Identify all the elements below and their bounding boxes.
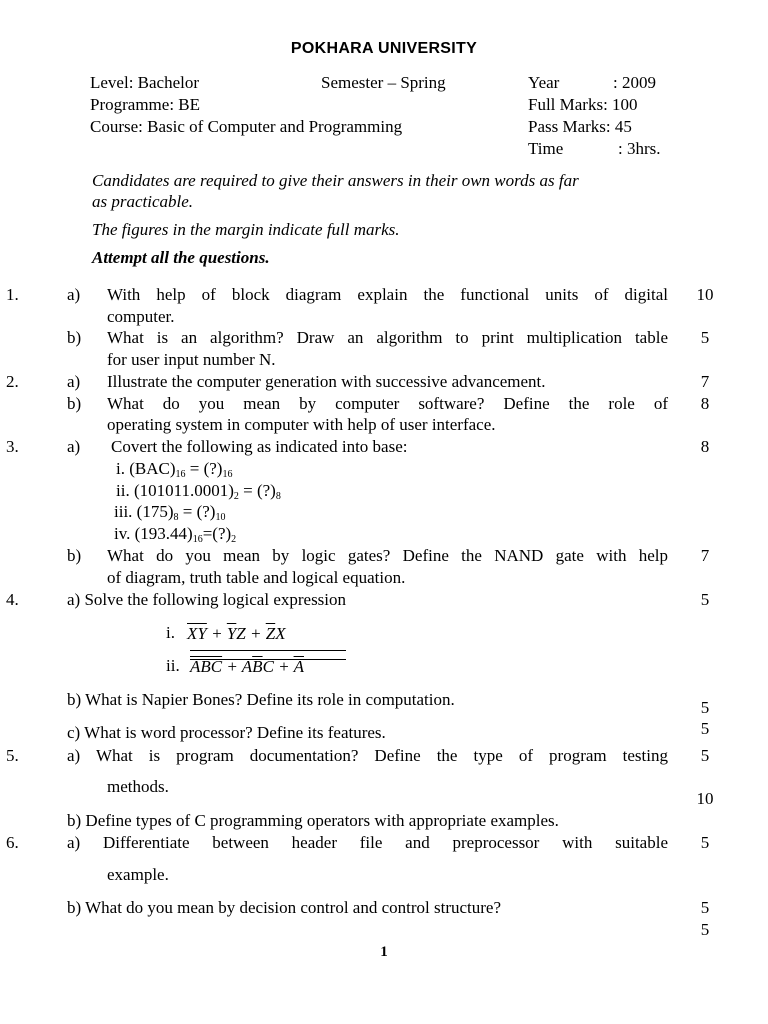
- question-text: computer.: [107, 307, 175, 326]
- university-title: POKHARA UNIVERSITY: [290, 40, 478, 57]
- question-number: 6.: [6, 833, 19, 852]
- question-text: What do you mean by computer software? Define the role of: [107, 394, 668, 413]
- question-part-label: a): [67, 285, 81, 304]
- time-value: : 3hrs.: [618, 139, 661, 158]
- course-info: Course: Basic of Computer and Programming: [90, 117, 403, 136]
- expression-label: ii.: [166, 656, 180, 675]
- question-text: a) What is program documentation? Define the type of program testing: [67, 746, 668, 765]
- question-text: example.: [107, 865, 169, 884]
- question-marks: 10: [696, 789, 714, 808]
- question-part-label: a): [67, 372, 81, 391]
- question-marks: 5: [700, 746, 710, 765]
- question-marks: 8: [700, 394, 710, 413]
- page-number: 1: [380, 944, 388, 960]
- question-part-label: b): [67, 394, 82, 413]
- question-text: What do you mean by logic gates? Define the NAND gate with help: [107, 546, 668, 565]
- question-marks: 5: [700, 898, 710, 917]
- question-text: of diagram, truth table and logical equation.: [107, 568, 406, 587]
- question-text: b) What is Napier Bones? Define its role in computation.: [67, 690, 455, 709]
- question-marks: 5: [700, 833, 710, 852]
- question-text: b) Define types of C programming operators with appropriate examples.: [67, 811, 559, 830]
- conversion-item: iv. $(193.44)_{16}=(?)_2$: [114, 524, 237, 545]
- question-text: for user input number N.: [107, 350, 276, 369]
- question-number: 1.: [6, 285, 19, 304]
- question-number: 3.: [6, 437, 19, 456]
- programme-info: Programme: BE: [90, 95, 201, 114]
- question-marks: 10: [696, 285, 714, 304]
- question-text: Covert the following as indicated into base:: [111, 437, 408, 456]
- expression-label: i.: [166, 623, 175, 642]
- question-text: a) Solve the following logical expression: [67, 590, 347, 609]
- question-marks: 5: [700, 590, 710, 609]
- question-number: 5.: [6, 746, 19, 765]
- question-text: Illustrate the computer generation with successive advancement.: [107, 372, 546, 391]
- question-number: 4.: [6, 590, 19, 609]
- pass-marks: Pass Marks: 45: [528, 117, 632, 136]
- logic-expression: $\overline{XY} + \overline{Y}Z + \overline{Z}X$: [187, 624, 286, 643]
- question-text: a) Differentiate between header file and preprocessor with suitable: [67, 833, 668, 852]
- question-text: methods.: [107, 777, 169, 796]
- question-text: operating system in computer with help of user interface.: [107, 415, 496, 434]
- question-part-label: a): [67, 437, 81, 456]
- conversion-item: iii. $(175)_8$ = $(?)_{10}$: [114, 502, 226, 523]
- full-marks: Full Marks: 100: [528, 95, 638, 114]
- instruction-attempt-all: Attempt all the questions.: [92, 248, 270, 267]
- instruction-line: The figures in the margin indicate full marks.: [92, 220, 400, 239]
- question-marks: 5: [700, 698, 710, 717]
- year-label: Year: [528, 73, 560, 92]
- question-part-label: b): [67, 328, 82, 347]
- question-part-label: b): [67, 546, 82, 565]
- logic-expression: $\overline{ABC} + A\overline{B}C + \overline{A}$: [190, 657, 304, 676]
- question-number: 2.: [6, 372, 19, 391]
- level-info: Level: Bachelor: [90, 73, 200, 92]
- semester-info: Semester – Spring: [321, 73, 446, 92]
- question-marks: 5: [700, 920, 710, 939]
- conversion-item: i. $(BAC)_{16}$ = $(?)_{16}$: [116, 459, 233, 480]
- question-text: b) What do you mean by decision control and control structure?: [67, 898, 502, 917]
- instruction-line: Candidates are required to give their answers in their own words as far: [92, 171, 579, 190]
- question-marks: 8: [700, 437, 710, 456]
- question-marks: 7: [700, 372, 710, 391]
- question-marks: 5: [700, 328, 710, 347]
- conversion-item: ii. $(101011.0001)_2$ = $(?)_8$: [116, 481, 281, 502]
- year-value: : 2009: [613, 73, 656, 92]
- time-label: Time: [528, 139, 564, 158]
- question-marks: 5: [700, 719, 710, 738]
- question-text: With help of block diagram explain the functional units of digital: [107, 285, 668, 304]
- question-text: c) What is word processor? Define its features.: [67, 723, 386, 742]
- instruction-line: as practicable.: [92, 192, 194, 211]
- question-marks: 7: [700, 546, 710, 565]
- question-text: What is an algorithm? Draw an algorithm to print multiplication table: [107, 328, 668, 347]
